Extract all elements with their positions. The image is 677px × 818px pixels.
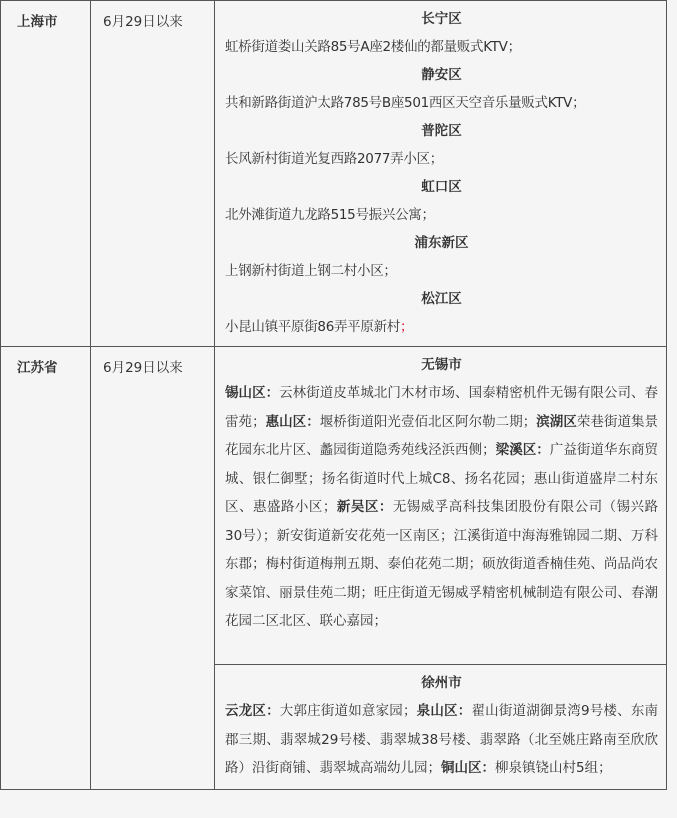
province-cell: 江苏省 [1, 347, 91, 790]
district-label: 锡山区： [225, 385, 280, 401]
district-text: 堰桥街道阳光壹佰北区阿尔勒二期； [319, 413, 537, 430]
detail-cell-xuzhou [215, 665, 667, 790]
district-text: 荣巷街道集景花园东北片区、蠡园街道隐秀苑线泾浜西侧； [225, 413, 659, 458]
district-text: 云林街道皮革城北门木材市场、国泰精密机件无锡有限公司、春雷苑； [225, 385, 659, 430]
district-address: 北外滩街道九龙路515号振兴公寓； [225, 207, 435, 223]
detail-cell-shanghai [215, 1, 667, 347]
table-row-jiangsu-wuxi [1, 347, 667, 665]
district-text: 柳泉镇铙山村5组； [495, 760, 612, 776]
district-title: 普陀区 [421, 123, 462, 139]
district-address: 虹桥街道娄山关路85号A座2楼仙的都量贩式KTV； [225, 39, 521, 55]
district-address: 上钢新村街道上钢二村小区； [225, 263, 397, 279]
district-text: 广益街道华东商贸城、银仁御墅；扬名街道时代上城C8、扬名花园；惠山街道盛岸二村东区、惠盛路小区； [225, 442, 659, 515]
district-label: 梁溪区： [495, 442, 550, 458]
address-text: 小昆山镇平原街86弄平原新村 [225, 319, 400, 335]
district-address [225, 313, 658, 341]
district-title: 浦东新区 [414, 235, 469, 251]
district-title: 静安区 [421, 67, 462, 83]
detail-cell-wuxi [215, 347, 667, 665]
city-title: 徐州市 [421, 675, 462, 691]
district-title: 长宁区 [421, 11, 462, 27]
district-text: 翟山街道湖御景湾9号楼、东南郡三期、翡翠城29号楼、翡翠城38号楼、翡翠路（北至姚庄路南至欣欣路）沿街商铺、翡翠城高端幼儿园； [225, 703, 659, 776]
district-address: 长风新村街道光复西路2077弄小区； [225, 151, 443, 167]
district-text: 无锡威孚高科技集团股份有限公司（锡兴路30号）；新安街道新安花苑一区南区；江溪街道中海海雅锦园二期、万科东郡；梅村街道梅荆五期、泰伯花苑二期；硕放街道香楠佳苑、尚品尚农家菜馆、丽景佳苑二期；旺庄街道无锡威孚精密机械制造有限公司、春潮花园二区北区、联心嘉园； [225, 499, 659, 629]
district-address: 共和新路街道沪太路785号B座501西区天空音乐量贩式KTV； [225, 95, 586, 111]
date-cell: 6月29日以来 [91, 347, 215, 790]
district-text: 大郭庄街道如意家园； [279, 703, 417, 719]
district-label: 滨湖区 [536, 413, 577, 430]
table-row-shanghai [1, 1, 667, 347]
district-label: 铜山区： [441, 760, 495, 776]
city-paragraph [225, 379, 658, 636]
end-mark: ； [399, 319, 414, 335]
district-label: 惠山区： [265, 413, 320, 430]
district-title: 松江区 [421, 291, 462, 307]
district-label: 云龙区： [225, 703, 280, 719]
date-cell: 6月29日以来 [91, 1, 215, 347]
city-title: 无锡市 [421, 357, 462, 373]
district-label: 泉山区： [416, 703, 472, 719]
city-paragraph [225, 697, 658, 783]
province-cell: 上海市 [1, 1, 91, 347]
district-label: 新吴区： [336, 499, 393, 515]
district-title: 虹口区 [421, 179, 462, 195]
